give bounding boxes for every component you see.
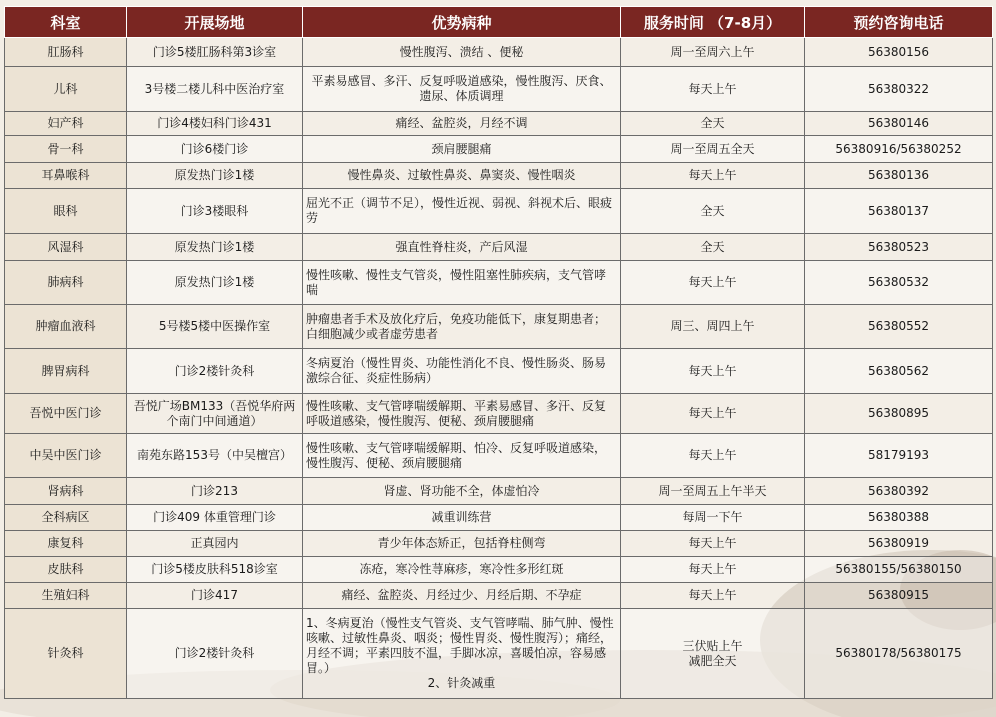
- dept-cell: 吾悦中医门诊: [5, 394, 127, 434]
- table-row: [5, 505, 993, 531]
- phone-cell: 58179193: [805, 434, 993, 478]
- table-row: [5, 234, 993, 261]
- phone-cell: 56380562: [805, 349, 993, 394]
- dept-cell: 肿瘤血液科: [5, 305, 127, 349]
- disease-cell: 冬病夏治（慢性胃炎、功能性消化不良、慢性肠炎、肠易激综合征、炎症性肠病）: [303, 349, 621, 394]
- place-cell: 门诊2楼针灸科: [127, 349, 303, 394]
- time-cell: 周一至周六上午: [621, 38, 805, 67]
- disease-cell: 屈光不正（调节不足），慢性近视、弱视、斜视术后、眼疲劳: [303, 189, 621, 234]
- dept-cell: 皮肤科: [5, 557, 127, 583]
- disease-cell: 痛经、盆腔炎，月经不调: [303, 112, 621, 136]
- phone-cell: 56380178/56380175: [805, 609, 993, 699]
- dept-cell: 生殖妇科: [5, 583, 127, 609]
- time-cell: 周一至周五全天: [621, 136, 805, 163]
- phone-cell: 56380137: [805, 189, 993, 234]
- disease-cell: 肾虚、肾功能不全，体虚怕冷: [303, 478, 621, 505]
- time-cell: 每天上午: [621, 67, 805, 112]
- phone-cell: 56380895: [805, 394, 993, 434]
- phone-cell: 56380136: [805, 163, 993, 189]
- phone-cell: 56380919: [805, 531, 993, 557]
- time-cell: 每天上午: [621, 434, 805, 478]
- table-row: [5, 261, 993, 305]
- phone-cell: 56380915: [805, 583, 993, 609]
- table-row: [5, 67, 993, 112]
- time-cell: 每天上午: [621, 163, 805, 189]
- time-cell: 每天上午: [621, 583, 805, 609]
- place-cell: 门诊417: [127, 583, 303, 609]
- time-line-2: 减肥全天: [688, 653, 737, 668]
- dept-cell: 肾病科: [5, 478, 127, 505]
- dept-cell: 妇产科: [5, 112, 127, 136]
- time-line-1: 三伏贴上午: [682, 638, 743, 653]
- header-disease: 优势病种: [303, 7, 621, 38]
- phone-cell: 56380322: [805, 67, 993, 112]
- disease-cell: 痛经、盆腔炎、月经过少、月经后期、不孕症: [303, 583, 621, 609]
- time-cell: 全天: [621, 189, 805, 234]
- time-cell: 每天上午: [621, 531, 805, 557]
- header-place: 开展场地: [127, 7, 303, 38]
- disease-cell: 强直性脊柱炎，产后风湿: [303, 234, 621, 261]
- disease-cell: [303, 609, 621, 699]
- time-cell: [621, 609, 805, 699]
- clinic-table: [4, 6, 993, 699]
- dept-cell: 中吴中医门诊: [5, 434, 127, 478]
- place-cell: 南苑东路153号（中吴檀宫）: [127, 434, 303, 478]
- place-cell: 原发热门诊1楼: [127, 234, 303, 261]
- table-row: [5, 136, 993, 163]
- dept-cell: 全科病区: [5, 505, 127, 531]
- dept-cell: 脾胃病科: [5, 349, 127, 394]
- time-cell: 全天: [621, 112, 805, 136]
- phone-cell: 56380523: [805, 234, 993, 261]
- place-cell: 原发热门诊1楼: [127, 261, 303, 305]
- table-row: [5, 112, 993, 136]
- disease-cell: 慢性咳嗽、支气管哮喘缓解期、怕冷、反复呼吸道感染，慢性腹泻、便秘、颈肩腰腿痛: [303, 434, 621, 478]
- dept-cell: 康复科: [5, 531, 127, 557]
- phone-cell: 56380532: [805, 261, 993, 305]
- phone-cell: 56380388: [805, 505, 993, 531]
- disease-cell: 平素易感冒、多汗、反复呼吸道感染，慢性腹泻、厌食、遗尿、体质调理: [303, 67, 621, 112]
- time-cell: 周一至周五上午半天: [621, 478, 805, 505]
- table-row: [5, 583, 993, 609]
- table-row: [5, 38, 993, 67]
- disease-cell: 减重训练营: [303, 505, 621, 531]
- dept-cell: 眼科: [5, 189, 127, 234]
- dept-cell: 骨一科: [5, 136, 127, 163]
- disease-cell: 青少年体态矫正，包括脊柱侧弯: [303, 531, 621, 557]
- place-cell: 原发热门诊1楼: [127, 163, 303, 189]
- place-cell: 门诊409 体重管理门诊: [127, 505, 303, 531]
- phone-cell: 56380552: [805, 305, 993, 349]
- table-row: [5, 189, 993, 234]
- place-cell: 门诊6楼门诊: [127, 136, 303, 163]
- disease-cell: 慢性咳嗽、慢性支气管炎，慢性阻塞性肺疾病，支气管哮喘: [303, 261, 621, 305]
- time-cell: 每周一下午: [621, 505, 805, 531]
- table-row: [5, 557, 993, 583]
- disease-cell: 慢性腹泻、溃结 、便秘: [303, 38, 621, 67]
- table-row: [5, 531, 993, 557]
- time-cell: 周三、周四上午: [621, 305, 805, 349]
- time-cell: 每天上午: [621, 349, 805, 394]
- phone-cell: 56380156: [805, 38, 993, 67]
- table-row: [5, 609, 993, 699]
- phone-cell: 56380155/56380150: [805, 557, 993, 583]
- place-cell: 吾悦广场BM133（吾悦华府两个南门中间通道）: [127, 394, 303, 434]
- place-cell: 5号楼5楼中医操作室: [127, 305, 303, 349]
- dept-cell: 儿科: [5, 67, 127, 112]
- header-phone: 预约咨询电话: [805, 7, 993, 38]
- dept-cell: 针灸科: [5, 609, 127, 699]
- table-row: [5, 349, 993, 394]
- table-row: [5, 305, 993, 349]
- phone-cell: 56380392: [805, 478, 993, 505]
- disease-cell: 慢性鼻炎、过敏性鼻炎、鼻窦炎、慢性咽炎: [303, 163, 621, 189]
- dept-cell: 耳鼻喉科: [5, 163, 127, 189]
- place-cell: 门诊4楼妇科门诊431: [127, 112, 303, 136]
- time-cell: 每天上午: [621, 394, 805, 434]
- place-cell: 门诊2楼针灸科: [127, 609, 303, 699]
- place-cell: 门诊5楼皮肤科518诊室: [127, 557, 303, 583]
- table-row: [5, 434, 993, 478]
- table-row: [5, 478, 993, 505]
- disease-cell: 冻疮，寒冷性荨麻疹，寒冷性多形红斑: [303, 557, 621, 583]
- dept-cell: 肺病科: [5, 261, 127, 305]
- place-cell: 3号楼二楼儿科中医治疗室: [127, 67, 303, 112]
- table-row: [5, 394, 993, 434]
- dept-cell: 风湿科: [5, 234, 127, 261]
- place-cell: 正真园内: [127, 531, 303, 557]
- disease-line-1: 1、冬病夏治（慢性支气管炎、支气管哮喘、肺气肿、慢性咳嗽、过敏性鼻炎、咽炎；慢性胃炎、慢性腹泻）；痛经，月经不调；平素四肢不温，手脚冰凉，喜暖怕凉，容易感冒。）: [306, 616, 614, 675]
- place-cell: 门诊213: [127, 478, 303, 505]
- disease-cell: 慢性咳嗽、支气管哮喘缓解期、平素易感冒、多汗、反复呼吸道感染，慢性腹泻、便秘、颈肩腰腿痛: [303, 394, 621, 434]
- phone-cell: 56380916/56380252: [805, 136, 993, 163]
- phone-cell: 56380146: [805, 112, 993, 136]
- header-dept: 科室: [5, 7, 127, 38]
- place-cell: 门诊5楼肛肠科第3诊室: [127, 38, 303, 67]
- place-cell: 门诊3楼眼科: [127, 189, 303, 234]
- disease-cell: 肿瘤患者手术及放化疗后，免疫功能低下，康复期患者；白细胞减少或者虚劳患者: [303, 305, 621, 349]
- dept-cell: 肛肠科: [5, 38, 127, 67]
- disease-cell: 颈肩腰腿痛: [303, 136, 621, 163]
- header-row: [5, 7, 993, 38]
- time-cell: 每天上午: [621, 261, 805, 305]
- time-cell: 每天上午: [621, 557, 805, 583]
- table-row: [5, 163, 993, 189]
- header-time: 服务时间 （7-8月）: [621, 7, 805, 38]
- disease-line-2: 2、针灸减重: [427, 676, 496, 690]
- time-cell: 全天: [621, 234, 805, 261]
